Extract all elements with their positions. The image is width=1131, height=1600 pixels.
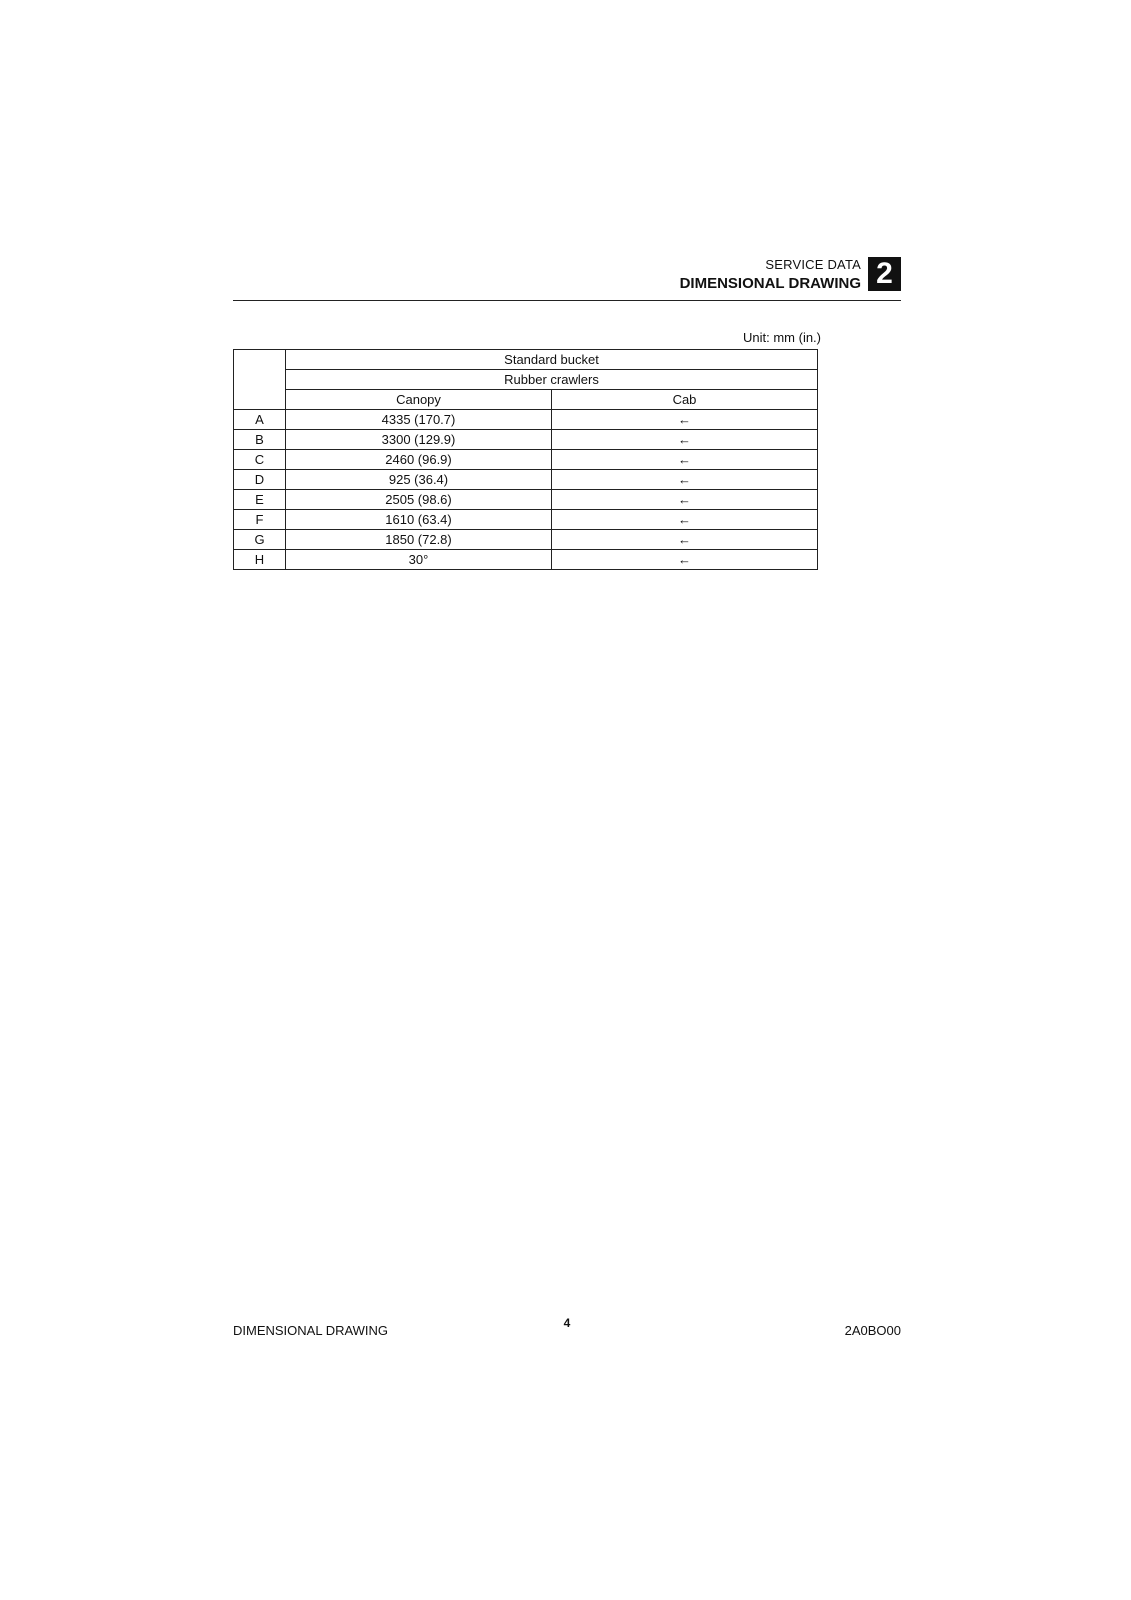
- canopy-value-cell: 3300 (129.9): [286, 430, 552, 450]
- row-label-cell: A: [234, 410, 286, 430]
- cab-value-cell: ←: [552, 530, 818, 550]
- row-label-cell: B: [234, 430, 286, 450]
- table-row: [234, 410, 818, 430]
- canopy-value-cell: 1610 (63.4): [286, 510, 552, 530]
- table-row: [234, 470, 818, 490]
- row-label-cell: E: [234, 490, 286, 510]
- cab-value-cell: ←: [552, 510, 818, 530]
- section-title: DIMENSIONAL DRAWING: [679, 275, 861, 292]
- dimension-table: [233, 349, 818, 570]
- table-row: [234, 430, 818, 450]
- document-code: 2A0BO00: [844, 1323, 901, 1338]
- section-name: SERVICE DATA: [765, 257, 861, 272]
- column-header-cab: Cab: [552, 390, 818, 410]
- bucket-header: Standard bucket: [286, 350, 818, 370]
- footer-section-title: DIMENSIONAL DRAWING: [233, 1323, 389, 1338]
- table-row: [234, 510, 818, 530]
- canopy-value-cell: 4335 (170.7): [286, 410, 552, 430]
- row-label-cell: C: [234, 450, 286, 470]
- canopy-value-cell: 1850 (72.8): [286, 530, 552, 550]
- row-label-cell: G: [234, 530, 286, 550]
- chapter-number-badge: 2: [868, 257, 901, 291]
- page-header: [233, 254, 901, 301]
- canopy-value-cell: 30°: [286, 550, 552, 570]
- table-header-row: [234, 390, 818, 410]
- page-number: 4: [563, 1316, 571, 1330]
- table-header-row: [234, 370, 818, 390]
- cab-value-cell: ←: [552, 470, 818, 490]
- table-row: [234, 490, 818, 510]
- corner-cell: [234, 350, 286, 410]
- cab-value-cell: ←: [552, 550, 818, 570]
- unit-label: Unit: mm (in.): [743, 330, 821, 345]
- row-label-cell: F: [234, 510, 286, 530]
- crawler-header: Rubber crawlers: [286, 370, 818, 390]
- column-header-canopy: Canopy: [286, 390, 552, 410]
- cab-value-cell: ←: [552, 490, 818, 510]
- row-label-cell: H: [234, 550, 286, 570]
- table-row: [234, 450, 818, 470]
- canopy-value-cell: 925 (36.4): [286, 470, 552, 490]
- canopy-value-cell: 2505 (98.6): [286, 490, 552, 510]
- cab-value-cell: ←: [552, 410, 818, 430]
- table-row: [234, 550, 818, 570]
- row-label-cell: D: [234, 470, 286, 490]
- header-texts: [680, 257, 861, 294]
- canopy-value-cell: 2460 (96.9): [286, 450, 552, 470]
- cab-value-cell: ←: [552, 430, 818, 450]
- table-row: [234, 530, 818, 550]
- table-header-row: [234, 350, 818, 370]
- cab-value-cell: ←: [552, 450, 818, 470]
